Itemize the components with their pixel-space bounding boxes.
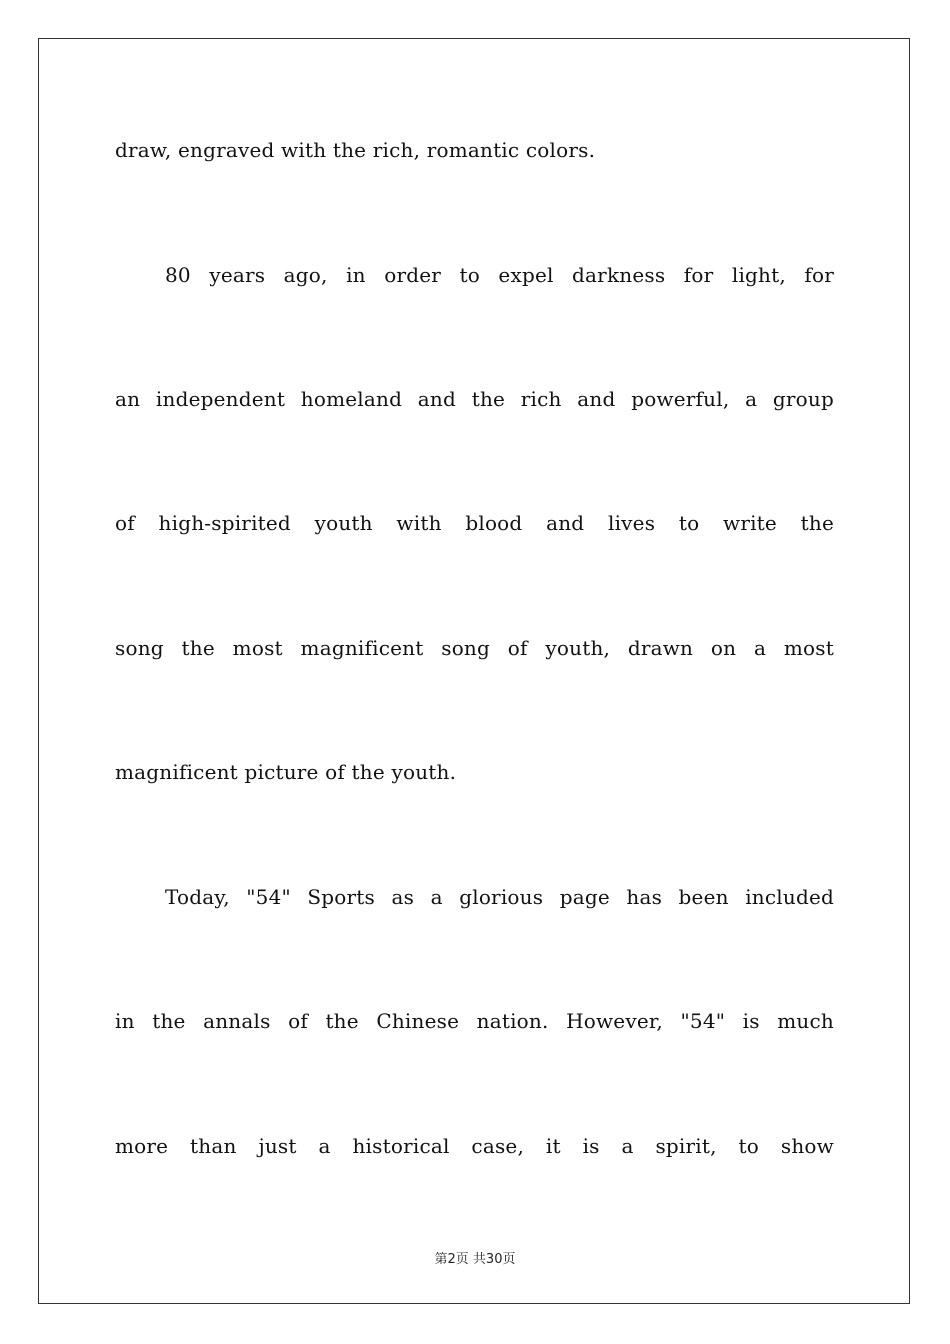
page-border — [38, 38, 910, 1304]
text-line: song the most magnificent song of youth, drawn on a most — [115, 636, 834, 660]
text-line: an independent homeland and the rich and powerful, a group — [115, 387, 834, 411]
text-line: magnificent picture of the youth. — [115, 760, 457, 784]
text-line: draw, engraved with the rich, romantic colors. — [115, 138, 596, 162]
text-line: in the annals of the Chinese nation. However, "54" is much — [115, 1009, 834, 1033]
text-line: more than just a historical case, it is a spirit, to show — [115, 1134, 834, 1158]
page-number-footer: 第2页 共30页 — [434, 1252, 516, 1267]
paragraph-start-line: 80 years ago, in order to expel darkness for light, for — [165, 263, 834, 287]
text-line: of high-spirited youth with blood and lives to write the — [115, 511, 834, 535]
paragraph-start-line: Today, "54" Sports as a glorious page has been included — [165, 885, 834, 909]
